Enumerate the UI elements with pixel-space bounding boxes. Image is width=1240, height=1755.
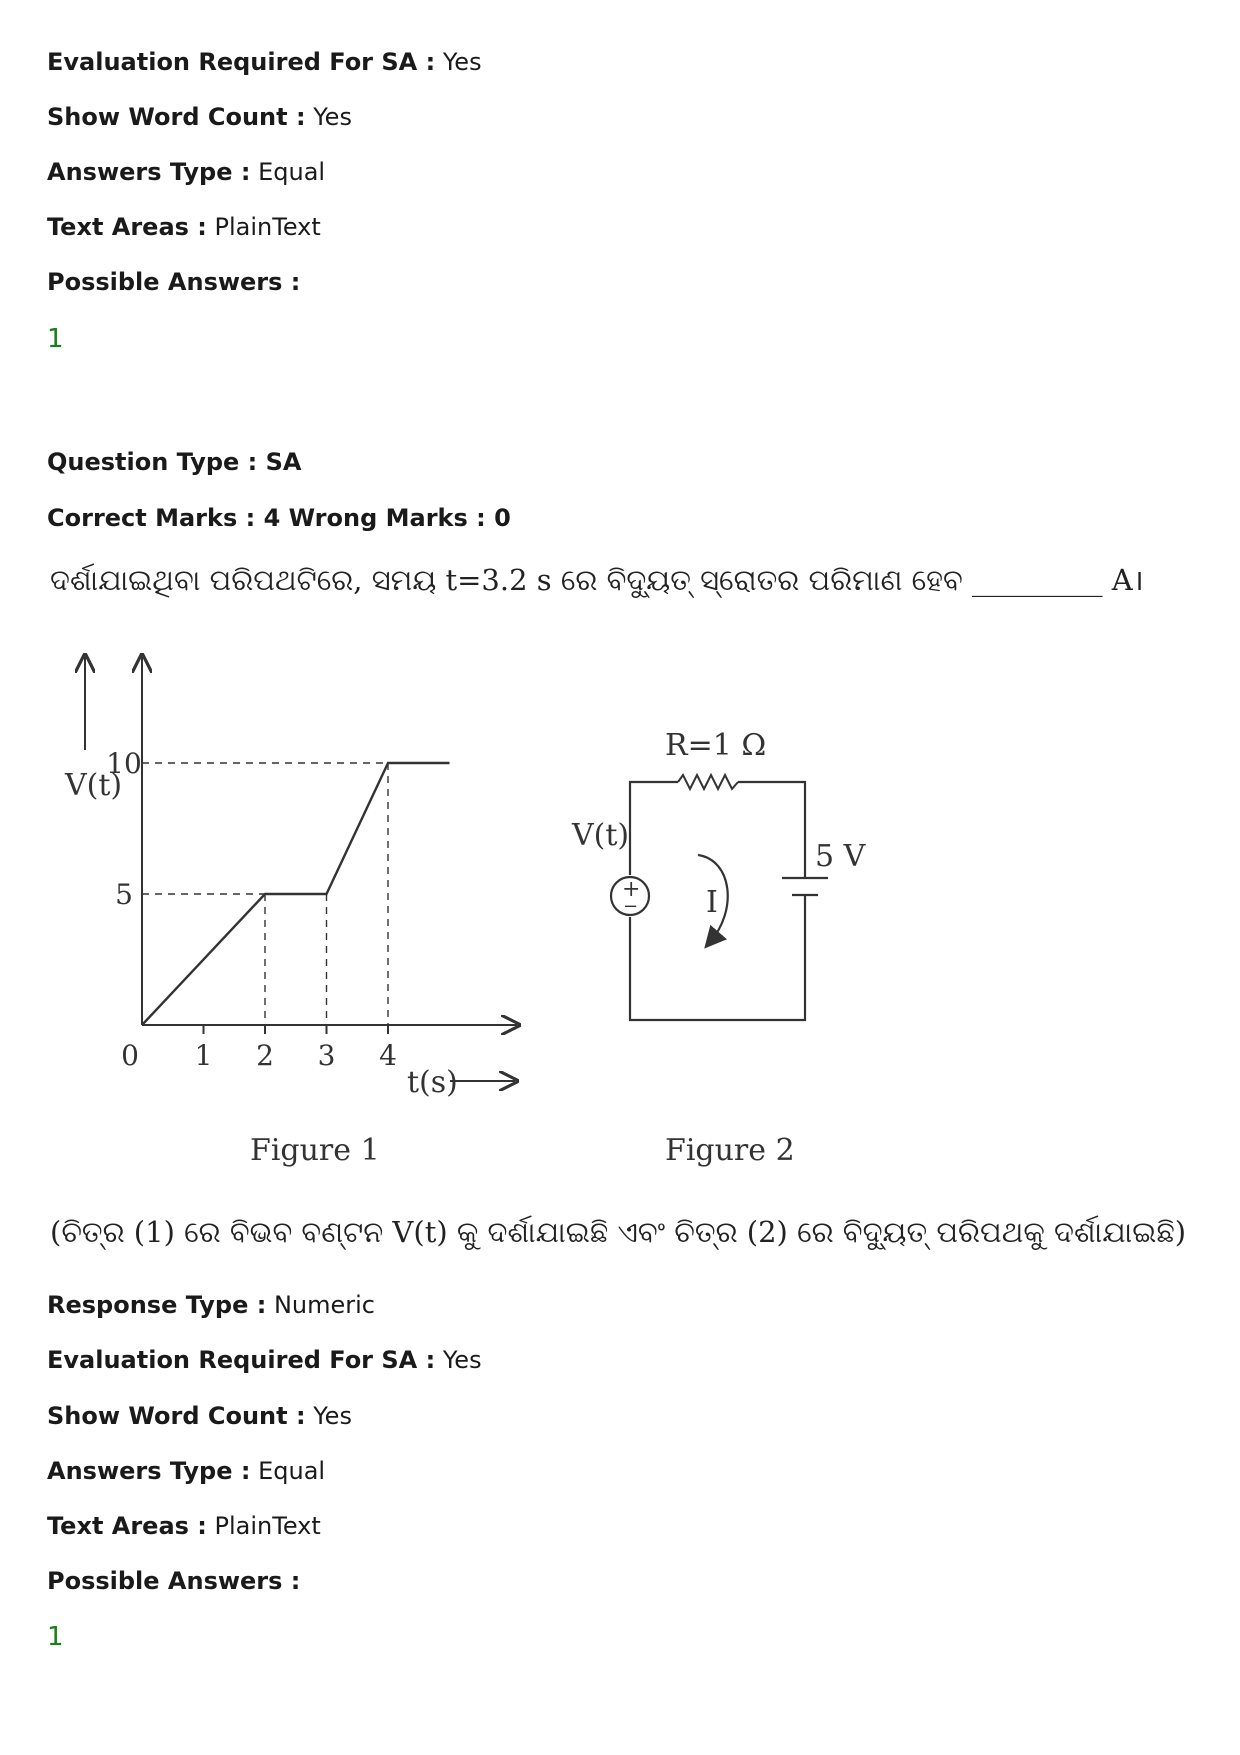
field-label: Possible Answers : <box>47 268 301 296</box>
y-tick-label: 10 <box>106 747 142 780</box>
x-ticks <box>204 1025 389 1034</box>
battery-label: 5 V <box>815 839 866 874</box>
x-tick-label: 4 <box>379 1039 397 1072</box>
field-show-word-count <box>47 1401 352 1431</box>
field-label: Evaluation Required For SA : <box>47 48 436 76</box>
field-possible-answers <box>47 267 300 297</box>
figure-2-circuit <box>560 720 880 1175</box>
possible-answer-value: 1 <box>47 1622 64 1652</box>
resistor-symbol <box>678 775 738 789</box>
question-marks <box>47 503 511 533</box>
field-value: PlainText <box>214 1512 321 1540</box>
current-label: I <box>706 885 718 920</box>
field-label: Show Word Count : <box>47 1402 306 1430</box>
y-axis-label: V(t) <box>65 768 123 803</box>
field-evaluation-required <box>47 1345 482 1375</box>
field-label: Text Areas : <box>47 213 207 241</box>
resistor-label: R=1 Ω <box>665 728 767 763</box>
field-label: Possible Answers : <box>47 1567 301 1595</box>
figure-2-title: Figure 2 <box>665 1133 795 1168</box>
field-label: Show Word Count : <box>47 103 306 131</box>
field-text-areas <box>47 212 321 242</box>
figure-caption: (ଚିତ୍ର (1) ରେ ବିଭବ ବଣ୍ଟନ V(t) କୁ ଦର୍ଶାଯାଇଛି ଏବଂ ଚିତ୍ର (2) ରେ ବିଦ୍ୟୁତ୍ ପରିପଥକୁ ଦର୍ଶାଯାଇଛି) <box>50 1215 1187 1249</box>
field-value: Yes <box>442 1346 482 1374</box>
field-value: Yes <box>313 103 352 131</box>
y-tick-label: 5 <box>115 878 133 911</box>
field-possible-answers <box>47 1566 300 1596</box>
x-axis-label: t(s) <box>407 1065 458 1100</box>
possible-answer-value: 1 <box>47 324 64 354</box>
field-answers-type <box>47 1456 325 1486</box>
field-value: Numeric <box>273 1291 375 1319</box>
field-value: Yes <box>313 1402 352 1430</box>
source-label: V(t) <box>572 818 630 853</box>
question-marks-text: Correct Marks : 4 Wrong Marks : 0 <box>47 504 511 532</box>
source-minus: − <box>623 896 639 917</box>
question-type-text: Question Type : SA <box>47 448 302 476</box>
x-tick-label: 1 <box>194 1039 213 1072</box>
field-label: Response Type : <box>47 1291 267 1319</box>
x-tick-label: 0 <box>121 1039 139 1072</box>
field-value: Equal <box>258 1457 326 1485</box>
figure-1-graph <box>55 635 555 1175</box>
vt-curve <box>142 763 450 1025</box>
field-answers-type <box>47 157 325 187</box>
field-evaluation-required <box>47 47 482 77</box>
figure-1-title: Figure 1 <box>250 1133 380 1168</box>
field-value: Equal <box>258 158 326 186</box>
source-plus: + <box>622 877 641 902</box>
field-response-type <box>47 1290 375 1320</box>
field-label: Answers Type : <box>47 158 251 186</box>
field-value: Yes <box>442 48 482 76</box>
x-tick-label: 2 <box>256 1039 274 1072</box>
field-label: Answers Type : <box>47 1457 251 1485</box>
question-prompt: ଦର୍ଶାଯାଇଥିବା ପରିପଥଟିରେ, ସମୟ t=3.2 s ରେ ବିଦ୍ୟୁତ୍ ସ୍ରୋତର ପରିମାଣ ହେବ _________ A। <box>50 563 1144 597</box>
field-label: Evaluation Required For SA : <box>47 1346 436 1374</box>
field-show-word-count <box>47 102 352 132</box>
field-label: Text Areas : <box>47 1512 207 1540</box>
question-type <box>47 447 301 477</box>
field-text-areas <box>47 1511 321 1541</box>
field-value: PlainText <box>214 213 321 241</box>
x-tick-label: 3 <box>317 1039 336 1072</box>
